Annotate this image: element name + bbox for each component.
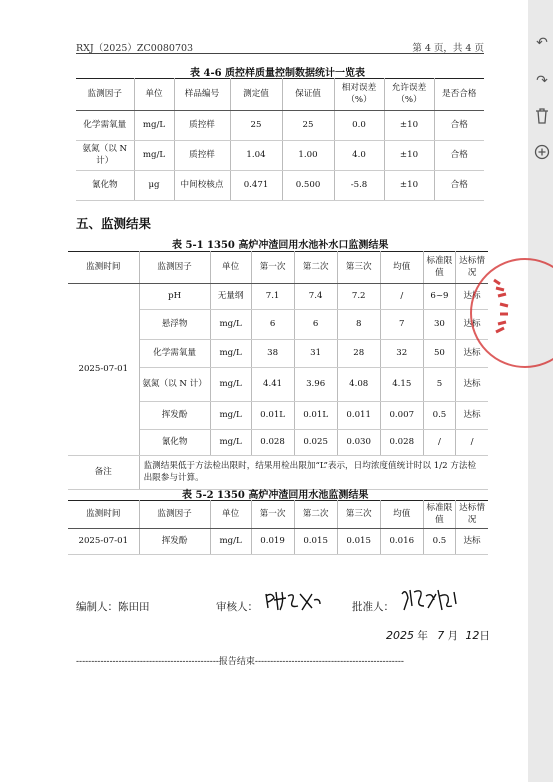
table-cell: 氨氮（以 N 计） [76,141,134,171]
table-cell: 质控样 [174,111,230,141]
table-cell: 氨氮（以 N 计） [139,368,210,402]
table-cell: 挥发酚 [139,402,210,430]
table-cell: 25 [282,111,334,141]
table-header-cell: 均值 [380,252,423,284]
table-cell: 0.471 [230,171,282,201]
table-cell: 化学需氧量 [76,111,134,141]
date-month: 7 [437,629,445,642]
table-cell: 0.011 [337,402,380,430]
table-cell: 达标 [456,310,488,340]
table-cell: 6 [294,310,337,340]
table-cell: 0.016 [380,529,423,555]
page-number: 第 4 页，共 4 页 [412,43,484,54]
table-cell: 7 [380,310,423,340]
table-5-1 [68,251,488,490]
table-cell: 3.96 [294,368,337,402]
table-cell: 38 [251,340,294,368]
table-cell: 32 [380,340,423,368]
table-cell: mg/L [210,529,251,555]
table-cell: 0.028 [380,430,423,456]
table-cell: mg/L [210,368,251,402]
reviewer-handwritten-signature [262,586,324,614]
table-header-cell: 单位 [210,252,251,284]
table-cell: 中间校核点 [174,171,230,201]
table-cell: 8 [337,310,380,340]
table-cell: 0.015 [337,529,380,555]
table-row [76,111,484,141]
table-cell: 2025-07-01 [68,529,139,555]
table-row [68,284,488,310]
table-cell: mg/L [210,310,251,340]
table-cell: μg [134,171,174,201]
reviewer-signature [216,599,258,614]
table-cell: 悬浮物 [139,310,210,340]
table-cell: 无量纲 [210,284,251,310]
table-cell: 0.0 [334,111,384,141]
table-cell: 0.030 [337,430,380,456]
table-cell: 6 [251,310,294,340]
table-cell: / [423,430,455,456]
table-5-2 [68,500,488,555]
table-row [68,529,488,555]
table-cell: 达标 [456,529,488,555]
table-header-cell: 第三次 [337,252,380,284]
table-cell: 达标 [456,368,488,402]
table-cell: 7.1 [251,284,294,310]
approver-signature [352,599,394,614]
note-label: 备注 [68,456,139,490]
compiler-signature [76,599,150,614]
seal-text-marks [484,270,528,350]
table-header-cell: 达标情况 [456,252,488,284]
table-cell: 28 [337,340,380,368]
table-header-cell: 第一次 [251,252,294,284]
table-cell: / [380,284,423,310]
table-cell: 25 [230,111,282,141]
table-header-cell: 相对误差（%） [334,79,384,111]
table-cell: mg/L [134,111,174,141]
reviewer-label: 审核人： [216,601,258,613]
table-cell: 达标 [456,402,488,430]
note-text: 监测结果低于方法检出限时，结果用检出限加“L”表示，日均浓度值统计时以 1/2 方法检出限参与计算。 [139,456,488,490]
table-cell: 50 [423,340,455,368]
table-cell: 7.4 [294,284,337,310]
table-cell: 0.019 [251,529,294,555]
approver-handwritten-signature [398,584,464,614]
table-cell: mg/L [134,141,174,171]
add-icon[interactable] [533,144,551,162]
table-header-cell: 标准限值 [423,252,455,284]
report-end-line: -----------------------------------------------报告结束------------------------------------------------- [76,657,404,667]
table-cell: 合格 [434,171,484,201]
table-cell: 30 [423,310,455,340]
rotate-cw-icon[interactable]: ↷ [536,73,548,89]
delete-icon[interactable] [533,108,551,126]
table-cell: 0.500 [282,171,334,201]
table-cell: / [456,430,488,456]
table-header-cell: 第二次 [294,252,337,284]
table-cell: 4.08 [337,368,380,402]
compiler-label: 编制人： [76,601,118,613]
date-day-unit: 日 [479,630,490,642]
table-header-cell: 均值 [380,501,423,529]
table-cell: 4.0 [334,141,384,171]
table-cell: 0.028 [251,430,294,456]
table-header-cell: 单位 [210,501,251,529]
table-header-cell: 监测因子 [139,501,210,529]
table-header-cell: 单位 [134,79,174,111]
table-header-cell: 监测因子 [76,79,134,111]
table-cell: 达标 [456,284,488,310]
table-cell: 合格 [434,111,484,141]
table-header-cell: 第二次 [294,501,337,529]
table-cell: 0.5 [423,529,455,555]
table-header-cell: 第一次 [251,501,294,529]
table-cell: 7.2 [337,284,380,310]
table-cell: 5 [423,368,455,402]
table-header-cell: 达标情况 [456,501,488,529]
table-header-cell: 是否合格 [434,79,484,111]
table-cell: 0.01L [251,402,294,430]
compiler-name: 陈田田 [118,601,150,613]
section-title: 五、监测结果 [76,216,152,231]
table-5-2-caption: 表 5-2 1350 高炉冲渣回用水池监测结果 [182,490,369,501]
table-header-cell: 监测时间 [68,252,139,284]
table-5-1-caption: 表 5-1 1350 高炉冲渣回用水池补水口监测结果 [172,240,389,251]
table-header-cell: 监测因子 [139,252,210,284]
table-cell: 0.015 [294,529,337,555]
table-cell: 0.025 [294,430,337,456]
table-row [76,171,484,201]
table-cell: mg/L [210,402,251,430]
monitoring-date-cell: 2025-07-01 [68,284,139,456]
table-cell: 氰化物 [139,430,210,456]
table-cell: 质控样 [174,141,230,171]
table-header-cell: 样品编号 [174,79,230,111]
page-header [76,40,484,54]
table-cell: 1.00 [282,141,334,171]
note-row [68,456,488,490]
table-header-cell: 保证值 [282,79,334,111]
table-cell: mg/L [210,340,251,368]
table-cell: 挥发酚 [139,529,210,555]
table-cell: 化学需氧量 [139,340,210,368]
table-cell: ±10 [384,111,434,141]
table-header-cell: 标准限值 [423,501,455,529]
table-cell: 达标 [456,340,488,368]
date-month-unit: 月 [447,630,459,642]
table-header-cell: 第三次 [337,501,380,529]
report-number: RXJ（2025）ZC0080703 [76,43,194,54]
table-cell: 0.5 [423,402,455,430]
table-cell: 0.01L [294,402,337,430]
table-header-cell: 测定值 [230,79,282,111]
table-cell: 4.41 [251,368,294,402]
table-cell: 0.007 [380,402,423,430]
table-cell: mg/L [210,430,251,456]
table-cell: ±10 [384,141,434,171]
table-cell: 1.04 [230,141,282,171]
date-day: 12 [465,629,480,642]
table-cell: -5.8 [334,171,384,201]
table-4-6 [76,78,484,201]
table-cell: 氰化物 [76,171,134,201]
date-year: 2025 [386,629,414,642]
table-header-cell: 监测时间 [68,501,139,529]
table-cell: 31 [294,340,337,368]
table-header-cell: 允许误差（%） [384,79,434,111]
signature-date [386,628,490,643]
table-row [76,141,484,171]
rotate-ccw-icon[interactable]: ↶ [536,35,548,51]
table-4-6-caption: 表 4-6 质控样质量控制数据统计一览表 [190,68,366,79]
table-cell: 合格 [434,141,484,171]
date-year-unit: 年 [417,630,428,642]
table-cell: 6~9 [423,284,455,310]
approver-label: 批准人： [352,601,394,613]
table-cell: ±10 [384,171,434,201]
table-cell: pH [139,284,210,310]
table-cell: 4.15 [380,368,423,402]
